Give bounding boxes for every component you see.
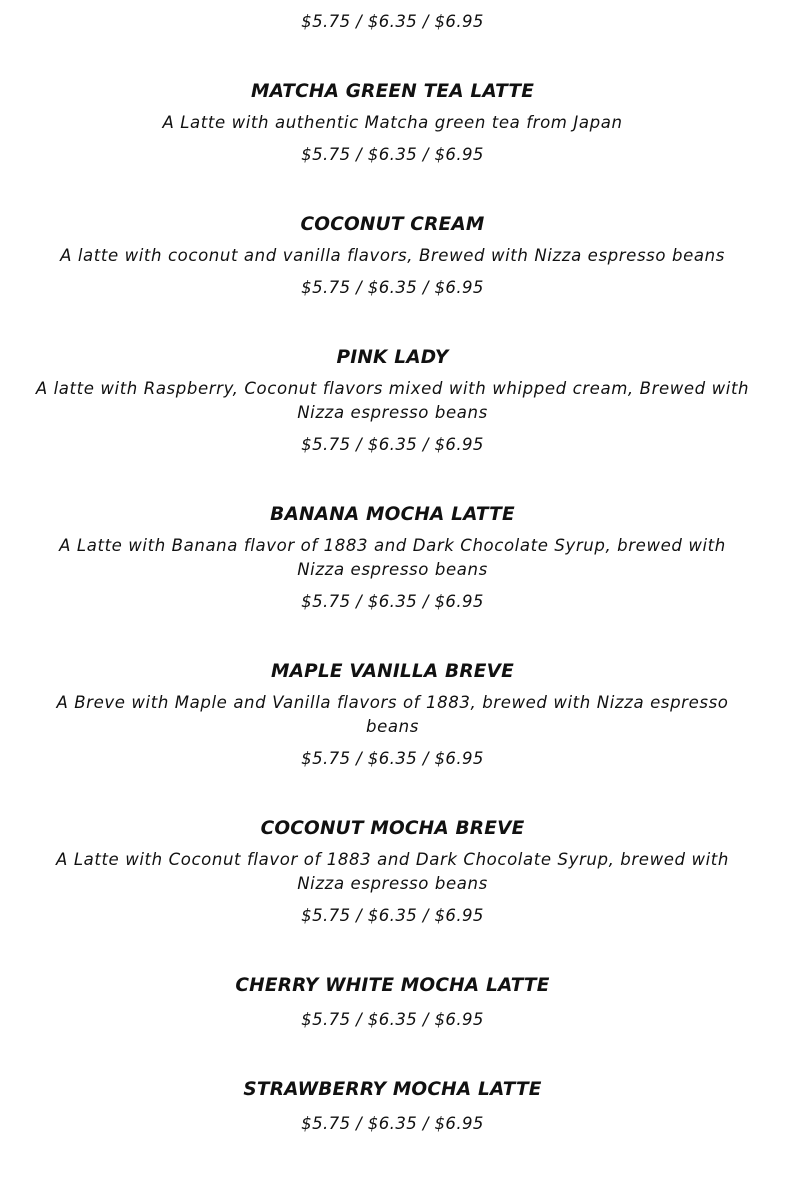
item-description: A latte with Raspberry, Coconut flavors mixed with whipped cream, Brewed with xyxy=(35,379,750,398)
item-description: A latte with coconut and vanilla flavors, Brewed with Nizza espresso beans xyxy=(60,246,725,265)
item-name-banana-mocha-latte: BANANA MOCHA LATTE xyxy=(270,504,515,525)
item-price: $5.75 / $6.35 / $6.95 xyxy=(301,435,484,454)
item-name-cherry-white-mocha-latte: CHERRY WHITE MOCHA LATTE xyxy=(235,975,550,996)
item-name-matcha-green-tea-latte: MATCHA GREEN TEA LATTE xyxy=(250,81,535,102)
item-price: $5.75 / $6.35 / $6.95 xyxy=(301,1114,484,1133)
item-name-strawberry-mocha-latte: STRAWBERRY MOCHA LATTE xyxy=(243,1079,542,1100)
item-description: Nizza espresso beans xyxy=(297,560,488,579)
item-name-coconut-mocha-breve: COCONUT MOCHA BREVE xyxy=(260,818,525,839)
item-name-coconut-cream: COCONUT CREAM xyxy=(300,214,485,235)
item-description: A Breve with Maple and Vanilla flavors of 1883, brewed with Nizza espresso xyxy=(56,693,729,712)
item-description: Nizza espresso beans xyxy=(297,874,488,893)
item-description: A Latte with authentic Matcha green tea from Japan xyxy=(162,113,623,132)
item-name-maple-vanilla-breve: MAPLE VANILLA BREVE xyxy=(271,661,514,682)
item-price: $5.75 / $6.35 / $6.95 xyxy=(301,145,484,164)
item-price: $5.75 / $6.35 / $6.95 xyxy=(301,278,484,297)
item-price: $5.75 / $6.35 / $6.95 xyxy=(301,592,484,611)
item-description: A Latte with Coconut flavor of 1883 and Dark Chocolate Syrup, brewed with xyxy=(56,850,729,869)
item-price: $5.75 / $6.35 / $6.95 xyxy=(301,749,484,768)
item-name-pink-lady: PINK LADY xyxy=(336,347,449,368)
item-description: beans xyxy=(366,717,419,736)
item-description: A Latte with Banana flavor of 1883 and Dark Chocolate Syrup, brewed with xyxy=(59,536,726,555)
item-price: $5.75 / $6.35 / $6.95 xyxy=(301,906,484,925)
top-price: $5.75 / $6.35 / $6.95 xyxy=(301,12,484,31)
item-price: $5.75 / $6.35 / $6.95 xyxy=(301,1010,484,1029)
item-description: Nizza espresso beans xyxy=(297,403,488,422)
